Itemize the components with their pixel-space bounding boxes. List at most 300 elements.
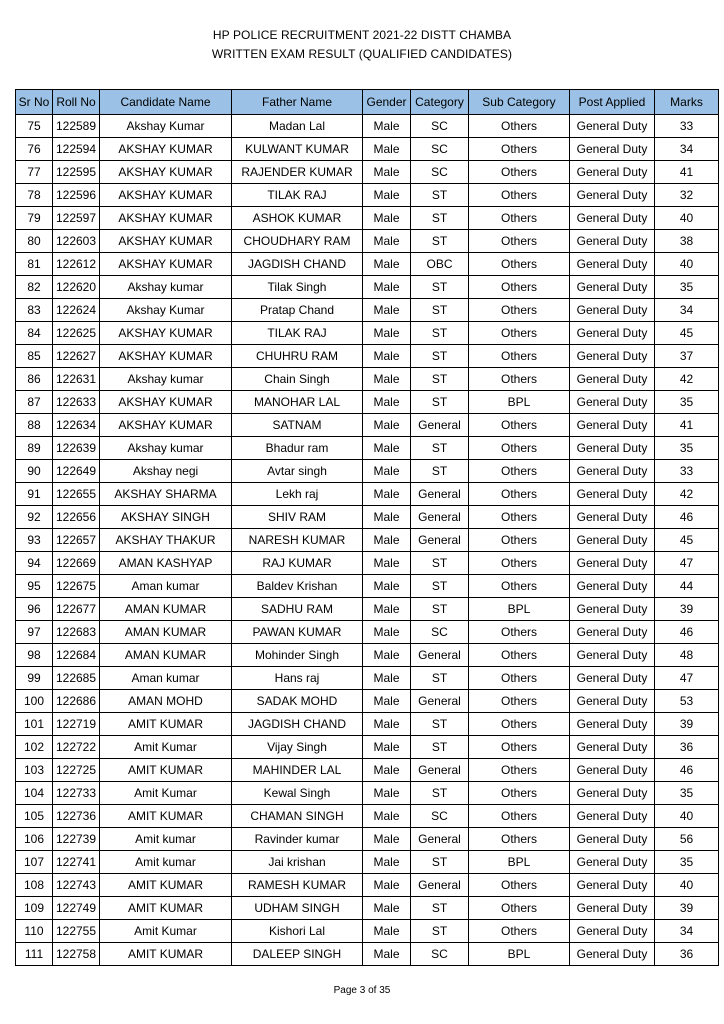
- sr-no-cell: 93: [16, 529, 53, 552]
- category-cell: ST: [411, 713, 469, 736]
- post-applied-cell: General Duty: [570, 391, 655, 414]
- category-cell: ST: [411, 920, 469, 943]
- gender-cell: Male: [363, 828, 411, 851]
- gender-cell: Male: [363, 460, 411, 483]
- candidate-name-cell: AKSHAY KUMAR: [100, 161, 232, 184]
- sub-category-cell: Others: [469, 805, 570, 828]
- post-applied-cell: General Duty: [570, 759, 655, 782]
- father-name-cell: MAHINDER LAL: [232, 759, 363, 782]
- father-name-cell: CHUHRU RAM: [232, 345, 363, 368]
- marks-cell: 36: [655, 736, 719, 759]
- candidate-name-cell: AMIT KUMAR: [100, 874, 232, 897]
- gender-cell: Male: [363, 184, 411, 207]
- candidate-name-cell: AMIT KUMAR: [100, 805, 232, 828]
- sr-no-cell: 106: [16, 828, 53, 851]
- category-cell: OBC: [411, 253, 469, 276]
- father-name-cell: Lekh raj: [232, 483, 363, 506]
- candidate-name-cell: AKSHAY THAKUR: [100, 529, 232, 552]
- candidate-name-cell: Amit Kumar: [100, 736, 232, 759]
- roll-no-cell: 122620: [53, 276, 100, 299]
- col-header-post-applied: Post Applied: [570, 90, 655, 115]
- table-row: [16, 943, 719, 966]
- gender-cell: Male: [363, 690, 411, 713]
- sub-category-cell: Others: [469, 483, 570, 506]
- roll-no-cell: 122639: [53, 437, 100, 460]
- candidate-name-cell: Akshay kumar: [100, 276, 232, 299]
- gender-cell: Male: [363, 161, 411, 184]
- category-cell: ST: [411, 897, 469, 920]
- sr-no-cell: 81: [16, 253, 53, 276]
- marks-cell: 35: [655, 851, 719, 874]
- table-row: [16, 713, 719, 736]
- table-row: [16, 920, 719, 943]
- table-row: [16, 874, 719, 897]
- gender-cell: Male: [363, 897, 411, 920]
- post-applied-cell: General Duty: [570, 644, 655, 667]
- sr-no-cell: 92: [16, 506, 53, 529]
- roll-no-cell: 122597: [53, 207, 100, 230]
- table-row: [16, 644, 719, 667]
- sub-category-cell: Others: [469, 736, 570, 759]
- roll-no-cell: 122685: [53, 667, 100, 690]
- results-table: [15, 89, 719, 966]
- marks-cell: 46: [655, 759, 719, 782]
- candidate-name-cell: AKSHAY KUMAR: [100, 184, 232, 207]
- roll-no-cell: 122683: [53, 621, 100, 644]
- sub-category-cell: Others: [469, 621, 570, 644]
- sub-category-cell: Others: [469, 690, 570, 713]
- category-cell: General: [411, 414, 469, 437]
- candidate-name-cell: AKSHAY KUMAR: [100, 322, 232, 345]
- col-header-marks: Marks: [655, 90, 719, 115]
- post-applied-cell: General Duty: [570, 621, 655, 644]
- candidate-name-cell: AMAN KUMAR: [100, 621, 232, 644]
- marks-cell: 53: [655, 690, 719, 713]
- father-name-cell: Tilak Singh: [232, 276, 363, 299]
- candidate-name-cell: AMIT KUMAR: [100, 713, 232, 736]
- marks-cell: 47: [655, 667, 719, 690]
- father-name-cell: Madan Lal: [232, 115, 363, 138]
- father-name-cell: Ravinder kumar: [232, 828, 363, 851]
- post-applied-cell: General Duty: [570, 345, 655, 368]
- father-name-cell: RAJ KUMAR: [232, 552, 363, 575]
- roll-no-cell: 122743: [53, 874, 100, 897]
- gender-cell: Male: [363, 437, 411, 460]
- roll-no-cell: 122603: [53, 230, 100, 253]
- father-name-cell: CHOUDHARY RAM: [232, 230, 363, 253]
- roll-no-cell: 122627: [53, 345, 100, 368]
- candidate-name-cell: Akshay negi: [100, 460, 232, 483]
- gender-cell: Male: [363, 506, 411, 529]
- candidate-name-cell: Amit kumar: [100, 828, 232, 851]
- gender-cell: Male: [363, 207, 411, 230]
- sr-no-cell: 101: [16, 713, 53, 736]
- roll-no-cell: 122725: [53, 759, 100, 782]
- col-header-candidate-name: Candidate Name: [100, 90, 232, 115]
- marks-cell: 35: [655, 276, 719, 299]
- table-row: [16, 207, 719, 230]
- roll-no-cell: 122631: [53, 368, 100, 391]
- candidate-name-cell: Akshay kumar: [100, 368, 232, 391]
- sr-no-cell: 84: [16, 322, 53, 345]
- roll-no-cell: 122625: [53, 322, 100, 345]
- col-header-father-name: Father Name: [232, 90, 363, 115]
- post-applied-cell: General Duty: [570, 552, 655, 575]
- category-cell: General: [411, 506, 469, 529]
- sub-category-cell: Others: [469, 529, 570, 552]
- category-cell: ST: [411, 851, 469, 874]
- sub-category-cell: Others: [469, 644, 570, 667]
- gender-cell: Male: [363, 115, 411, 138]
- table-row: [16, 276, 719, 299]
- category-cell: ST: [411, 322, 469, 345]
- gender-cell: Male: [363, 943, 411, 966]
- table-row: [16, 437, 719, 460]
- sr-no-cell: 86: [16, 368, 53, 391]
- marks-cell: 41: [655, 414, 719, 437]
- sr-no-cell: 87: [16, 391, 53, 414]
- sub-category-cell: Others: [469, 506, 570, 529]
- candidate-name-cell: Amit Kumar: [100, 920, 232, 943]
- post-applied-cell: General Duty: [570, 184, 655, 207]
- category-cell: SC: [411, 805, 469, 828]
- marks-cell: 33: [655, 115, 719, 138]
- post-applied-cell: General Duty: [570, 529, 655, 552]
- category-cell: ST: [411, 552, 469, 575]
- table-row: [16, 115, 719, 138]
- table-row: [16, 897, 719, 920]
- post-applied-cell: General Duty: [570, 828, 655, 851]
- father-name-cell: NARESH KUMAR: [232, 529, 363, 552]
- col-header-sub-category: Sub Category: [469, 90, 570, 115]
- roll-no-cell: 122634: [53, 414, 100, 437]
- gender-cell: Male: [363, 920, 411, 943]
- candidate-name-cell: AKSHAY KUMAR: [100, 138, 232, 161]
- category-cell: SC: [411, 115, 469, 138]
- gender-cell: Male: [363, 874, 411, 897]
- sr-no-cell: 100: [16, 690, 53, 713]
- marks-cell: 40: [655, 207, 719, 230]
- marks-cell: 36: [655, 943, 719, 966]
- father-name-cell: Pratap Chand: [232, 299, 363, 322]
- marks-cell: 42: [655, 483, 719, 506]
- sub-category-cell: Others: [469, 161, 570, 184]
- candidate-name-cell: AKSHAY KUMAR: [100, 207, 232, 230]
- marks-cell: 35: [655, 782, 719, 805]
- roll-no-cell: 122755: [53, 920, 100, 943]
- sub-category-cell: Others: [469, 828, 570, 851]
- table-row: [16, 667, 719, 690]
- gender-cell: Male: [363, 713, 411, 736]
- sr-no-cell: 110: [16, 920, 53, 943]
- category-cell: ST: [411, 598, 469, 621]
- roll-no-cell: 122722: [53, 736, 100, 759]
- marks-cell: 39: [655, 897, 719, 920]
- gender-cell: Male: [363, 230, 411, 253]
- post-applied-cell: General Duty: [570, 736, 655, 759]
- document-title: HP POLICE RECRUITMENT 2021-22 DISTT CHAMBA: [212, 28, 512, 42]
- table-body: [16, 115, 719, 966]
- category-cell: General: [411, 690, 469, 713]
- marks-cell: 37: [655, 345, 719, 368]
- marks-cell: 44: [655, 575, 719, 598]
- post-applied-cell: General Duty: [570, 690, 655, 713]
- sr-no-cell: 82: [16, 276, 53, 299]
- table-row: [16, 621, 719, 644]
- sub-category-cell: Others: [469, 552, 570, 575]
- father-name-cell: DALEEP SINGH: [232, 943, 363, 966]
- gender-cell: Male: [363, 598, 411, 621]
- marks-cell: 47: [655, 552, 719, 575]
- candidate-name-cell: Amit Kumar: [100, 782, 232, 805]
- father-name-cell: Baldev Krishan: [232, 575, 363, 598]
- marks-cell: 35: [655, 437, 719, 460]
- category-cell: General: [411, 828, 469, 851]
- sub-category-cell: Others: [469, 368, 570, 391]
- father-name-cell: TILAK RAJ: [232, 322, 363, 345]
- roll-no-cell: 122675: [53, 575, 100, 598]
- roll-no-cell: 122589: [53, 115, 100, 138]
- table-row: [16, 828, 719, 851]
- roll-no-cell: 122677: [53, 598, 100, 621]
- category-cell: General: [411, 529, 469, 552]
- category-cell: SC: [411, 943, 469, 966]
- roll-no-cell: 122684: [53, 644, 100, 667]
- table-row: [16, 736, 719, 759]
- sr-no-cell: 107: [16, 851, 53, 874]
- post-applied-cell: General Duty: [570, 920, 655, 943]
- post-applied-cell: General Duty: [570, 598, 655, 621]
- father-name-cell: Vijay Singh: [232, 736, 363, 759]
- gender-cell: Male: [363, 322, 411, 345]
- table-row: [16, 345, 719, 368]
- roll-no-cell: 122733: [53, 782, 100, 805]
- candidate-name-cell: AKSHAY KUMAR: [100, 345, 232, 368]
- post-applied-cell: General Duty: [570, 506, 655, 529]
- post-applied-cell: General Duty: [570, 368, 655, 391]
- marks-cell: 34: [655, 920, 719, 943]
- roll-no-cell: 122741: [53, 851, 100, 874]
- table-row: [16, 138, 719, 161]
- category-cell: ST: [411, 437, 469, 460]
- sub-category-cell: Others: [469, 207, 570, 230]
- gender-cell: Male: [363, 759, 411, 782]
- father-name-cell: PAWAN KUMAR: [232, 621, 363, 644]
- col-header-sr-no: Sr No: [16, 90, 53, 115]
- category-cell: ST: [411, 391, 469, 414]
- roll-no-cell: 122596: [53, 184, 100, 207]
- marks-cell: 56: [655, 828, 719, 851]
- sub-category-cell: Others: [469, 184, 570, 207]
- col-header-gender: Gender: [363, 90, 411, 115]
- post-applied-cell: General Duty: [570, 414, 655, 437]
- roll-no-cell: 122624: [53, 299, 100, 322]
- candidate-name-cell: AKSHAY SHARMA: [100, 483, 232, 506]
- sr-no-cell: 102: [16, 736, 53, 759]
- col-header-category: Category: [411, 90, 469, 115]
- post-applied-cell: General Duty: [570, 161, 655, 184]
- post-applied-cell: General Duty: [570, 230, 655, 253]
- table-row: [16, 414, 719, 437]
- category-cell: ST: [411, 345, 469, 368]
- roll-no-cell: 122739: [53, 828, 100, 851]
- roll-no-cell: 122595: [53, 161, 100, 184]
- sub-category-cell: Others: [469, 713, 570, 736]
- father-name-cell: SADAK MOHD: [232, 690, 363, 713]
- gender-cell: Male: [363, 299, 411, 322]
- marks-cell: 46: [655, 621, 719, 644]
- candidate-name-cell: Aman kumar: [100, 667, 232, 690]
- father-name-cell: Kishori Lal: [232, 920, 363, 943]
- marks-cell: 32: [655, 184, 719, 207]
- candidate-name-cell: Akshay Kumar: [100, 299, 232, 322]
- category-cell: ST: [411, 368, 469, 391]
- sub-category-cell: Others: [469, 874, 570, 897]
- marks-cell: 40: [655, 805, 719, 828]
- table-row: [16, 460, 719, 483]
- sr-no-cell: 96: [16, 598, 53, 621]
- category-cell: ST: [411, 575, 469, 598]
- table-row: [16, 690, 719, 713]
- gender-cell: Male: [363, 644, 411, 667]
- table-row: [16, 552, 719, 575]
- father-name-cell: JAGDISH CHAND: [232, 713, 363, 736]
- father-name-cell: CHAMAN SINGH: [232, 805, 363, 828]
- category-cell: General: [411, 483, 469, 506]
- father-name-cell: SADHU RAM: [232, 598, 363, 621]
- roll-no-cell: 122649: [53, 460, 100, 483]
- sub-category-cell: Others: [469, 253, 570, 276]
- table-row: [16, 575, 719, 598]
- table-row: [16, 483, 719, 506]
- gender-cell: Male: [363, 391, 411, 414]
- post-applied-cell: General Duty: [570, 207, 655, 230]
- father-name-cell: SATNAM: [232, 414, 363, 437]
- father-name-cell: Bhadur ram: [232, 437, 363, 460]
- sub-category-cell: BPL: [469, 851, 570, 874]
- marks-cell: 35: [655, 391, 719, 414]
- category-cell: General: [411, 759, 469, 782]
- candidate-name-cell: AMIT KUMAR: [100, 943, 232, 966]
- gender-cell: Male: [363, 575, 411, 598]
- post-applied-cell: General Duty: [570, 276, 655, 299]
- category-cell: ST: [411, 207, 469, 230]
- father-name-cell: KULWANT KUMAR: [232, 138, 363, 161]
- sr-no-cell: 88: [16, 414, 53, 437]
- gender-cell: Male: [363, 782, 411, 805]
- father-name-cell: Mohinder Singh: [232, 644, 363, 667]
- marks-cell: 46: [655, 506, 719, 529]
- sr-no-cell: 103: [16, 759, 53, 782]
- post-applied-cell: General Duty: [570, 943, 655, 966]
- sr-no-cell: 79: [16, 207, 53, 230]
- father-name-cell: TILAK RAJ: [232, 184, 363, 207]
- marks-cell: 34: [655, 138, 719, 161]
- sr-no-cell: 75: [16, 115, 53, 138]
- marks-cell: 48: [655, 644, 719, 667]
- father-name-cell: JAGDISH CHAND: [232, 253, 363, 276]
- sr-no-cell: 89: [16, 437, 53, 460]
- sub-category-cell: Others: [469, 437, 570, 460]
- sr-no-cell: 98: [16, 644, 53, 667]
- roll-no-cell: 122612: [53, 253, 100, 276]
- sub-category-cell: Others: [469, 667, 570, 690]
- table-row: [16, 299, 719, 322]
- sr-no-cell: 99: [16, 667, 53, 690]
- candidate-name-cell: Akshay kumar: [100, 437, 232, 460]
- candidate-name-cell: AKSHAY KUMAR: [100, 391, 232, 414]
- post-applied-cell: General Duty: [570, 851, 655, 874]
- roll-no-cell: 122657: [53, 529, 100, 552]
- sr-no-cell: 91: [16, 483, 53, 506]
- father-name-cell: Jai krishan: [232, 851, 363, 874]
- gender-cell: Male: [363, 621, 411, 644]
- category-cell: ST: [411, 736, 469, 759]
- post-applied-cell: General Duty: [570, 874, 655, 897]
- gender-cell: Male: [363, 253, 411, 276]
- gender-cell: Male: [363, 736, 411, 759]
- post-applied-cell: General Duty: [570, 805, 655, 828]
- sub-category-cell: Others: [469, 276, 570, 299]
- table-row: [16, 782, 719, 805]
- candidate-name-cell: AKSHAY KUMAR: [100, 253, 232, 276]
- roll-no-cell: 122736: [53, 805, 100, 828]
- gender-cell: Male: [363, 276, 411, 299]
- roll-no-cell: 122633: [53, 391, 100, 414]
- sub-category-cell: Others: [469, 345, 570, 368]
- sub-category-cell: Others: [469, 115, 570, 138]
- table-row: [16, 230, 719, 253]
- sr-no-cell: 85: [16, 345, 53, 368]
- category-cell: ST: [411, 276, 469, 299]
- post-applied-cell: General Duty: [570, 713, 655, 736]
- candidate-name-cell: AMAN MOHD: [100, 690, 232, 713]
- sr-no-cell: 105: [16, 805, 53, 828]
- sr-no-cell: 109: [16, 897, 53, 920]
- post-applied-cell: General Duty: [570, 115, 655, 138]
- table-row: [16, 598, 719, 621]
- post-applied-cell: General Duty: [570, 483, 655, 506]
- category-cell: General: [411, 874, 469, 897]
- gender-cell: Male: [363, 345, 411, 368]
- table-row: [16, 161, 719, 184]
- candidate-name-cell: AMAN KASHYAP: [100, 552, 232, 575]
- sub-category-cell: Others: [469, 414, 570, 437]
- sub-category-cell: BPL: [469, 598, 570, 621]
- father-name-cell: Avtar singh: [232, 460, 363, 483]
- post-applied-cell: General Duty: [570, 299, 655, 322]
- sr-no-cell: 78: [16, 184, 53, 207]
- table-row: [16, 506, 719, 529]
- father-name-cell: UDHAM SINGH: [232, 897, 363, 920]
- gender-cell: Male: [363, 414, 411, 437]
- post-applied-cell: General Duty: [570, 138, 655, 161]
- sr-no-cell: 83: [16, 299, 53, 322]
- gender-cell: Male: [363, 138, 411, 161]
- marks-cell: 39: [655, 598, 719, 621]
- post-applied-cell: General Duty: [570, 460, 655, 483]
- marks-cell: 33: [655, 460, 719, 483]
- gender-cell: Male: [363, 552, 411, 575]
- sr-no-cell: 80: [16, 230, 53, 253]
- table-row: [16, 805, 719, 828]
- marks-cell: 41: [655, 161, 719, 184]
- sub-category-cell: Others: [469, 322, 570, 345]
- sr-no-cell: 108: [16, 874, 53, 897]
- sr-no-cell: 76: [16, 138, 53, 161]
- marks-cell: 45: [655, 529, 719, 552]
- sr-no-cell: 94: [16, 552, 53, 575]
